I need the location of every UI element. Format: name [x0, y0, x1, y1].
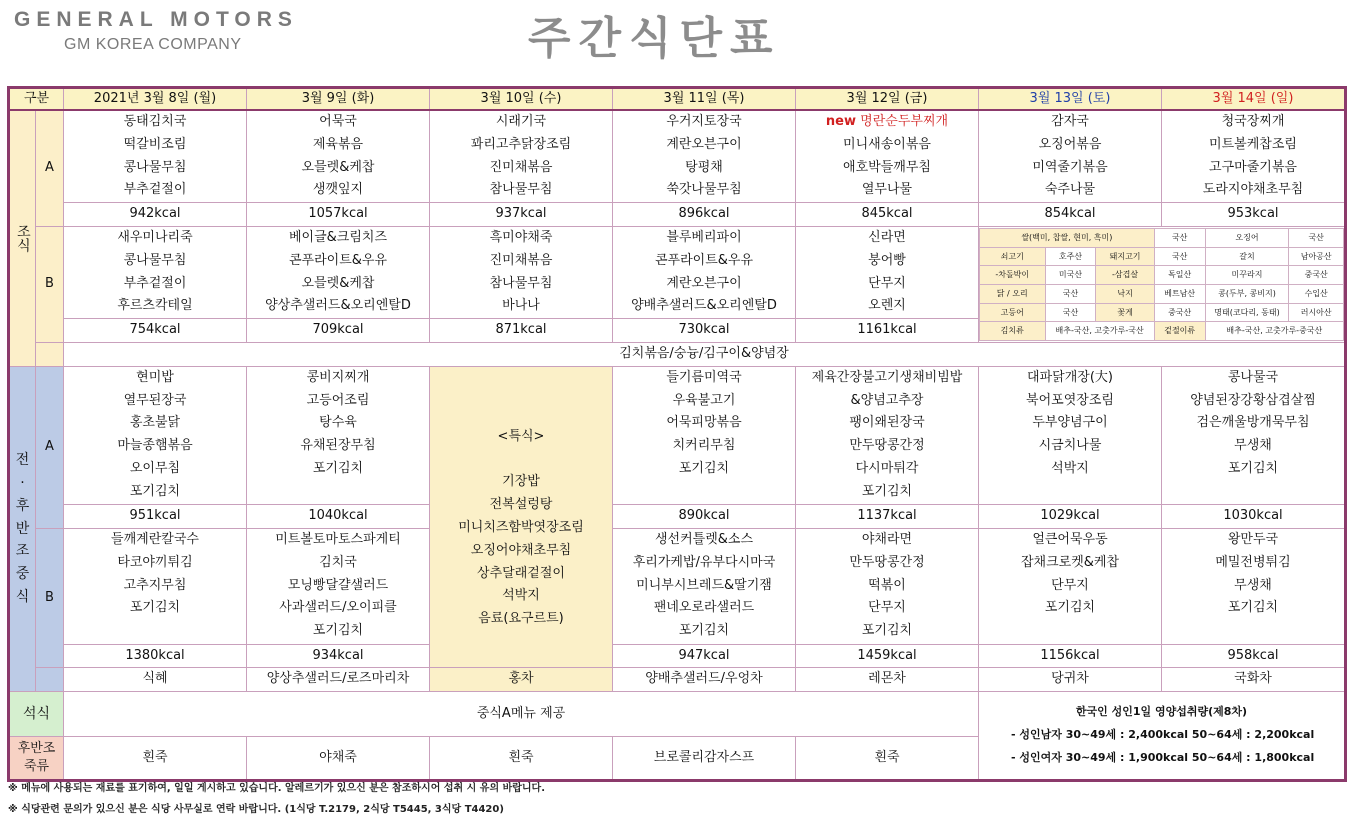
- special-menu-cell: <특식> 기장밥 전복설렁탕 미니치즈함박엿장조림 오징어야채초무침 상추달래겉절이 석박지 음료(요구르트): [430, 366, 613, 668]
- dinner-row: [9, 692, 1346, 737]
- drink-item: 국화차: [1162, 668, 1346, 692]
- menu-cell: 블루베리파이 콘푸라이트&우유 계란오븐구이 양배추샐러드&오리엔탈D: [613, 226, 796, 318]
- menu-cell: 미트볼토마토스파게티 김치국 모닝빵달걀샐러드 사과샐러드/오이피클 포기김치: [247, 528, 430, 644]
- drink-item: 홍차: [430, 668, 613, 692]
- gm-logo: [14, 8, 298, 54]
- day-header: 3월 10일 (수): [430, 88, 613, 111]
- menu-cell: 시래기국 꽈리고추닭장조림 진미채볶음 참나물무침: [430, 110, 613, 203]
- kcal-value: 730kcal: [613, 319, 796, 343]
- menu-cell: 청국장찌개 미트볼케찹조림 고구마줄기볶음 도라지야채초무침: [1162, 110, 1346, 203]
- day-header: 3월 11일 (목): [613, 88, 796, 111]
- kcal-value: 934kcal: [247, 644, 430, 668]
- menu-cell: 우거지토장국 계란오븐구이 탕평채 쑥갓나물무침: [613, 110, 796, 203]
- menu-cell: 왕만두국 메밀전병튀김 무생채 포기김치: [1162, 528, 1346, 644]
- lunch-b-kcal-row: [9, 644, 1346, 668]
- nutrition-info: 한국인 성인1일 영양섭취량(제8차) - 성인남자 30~49세 : 2,400kcal 50~64세 : 2,200kcal - 성인여자 30~49세 : 1,900kcal 50~64세 : 1,800kcal: [979, 692, 1346, 781]
- porridge-label: 후반조 죽류: [9, 737, 64, 781]
- breakfast-common-row: [9, 342, 1346, 366]
- kcal-value: 1137kcal: [796, 504, 979, 528]
- drink-item: 레몬차: [796, 668, 979, 692]
- kcal-value: 709kcal: [247, 319, 430, 343]
- footnote-contact: ※ 식당관련 문의가 있으신 분은 식당 사무실로 연락 바랍니다. (1식당 T.2179, 2식당 T5445, 3식당 T4420): [8, 804, 504, 815]
- day-header: 2021년 3월 8일 (월): [64, 88, 247, 111]
- menu-cell: 들기름미역국 우육불고기 어묵피망볶음 치커리무침 포기김치: [613, 366, 796, 504]
- kcal-value: 951kcal: [64, 504, 247, 528]
- kcal-value: 937kcal: [430, 203, 613, 227]
- breakfast-common: 김치볶음/숭늉/김구이&양념장: [64, 342, 1346, 366]
- logo-line2: GM KOREA COMPANY: [64, 36, 242, 53]
- breakfast-a-kcal-row: [9, 203, 1346, 227]
- kcal-value: 1156kcal: [979, 644, 1162, 668]
- new-badge: new: [825, 114, 857, 129]
- day-header-saturday: 3월 13일 (토): [979, 88, 1162, 111]
- menu-cell: 생선커틀렛&소스 후리가케밥/유부다시마국 미니부시브레드&딸기잼 팬네오로라샐러드 포기김치: [613, 528, 796, 644]
- menu-cell: 대파닭개장(大) 북어포엿장조림 두부양념구이 시금치나물 석박지: [979, 366, 1162, 504]
- breakfast-a-row: [9, 110, 1346, 203]
- col-label: 구분: [9, 88, 64, 111]
- menu-cell: 감자국 오징어볶음 미역줄기볶음 숙주나물: [979, 110, 1162, 203]
- drink-item: 당귀차: [979, 668, 1162, 692]
- menu-cell: 들깨계란칼국수 타코야끼튀김 고추지무침 포기김치: [64, 528, 247, 644]
- menu-cell: 얼큰어묵우동 잡채크로켓&케찹 단무지 포기김치: [979, 528, 1162, 644]
- set-b-label: B: [36, 528, 64, 668]
- dinner-label: 석식: [9, 692, 64, 737]
- set-a-label: A: [36, 366, 64, 528]
- lunch-a-kcal-row: [9, 504, 1346, 528]
- kcal-value: 754kcal: [64, 319, 247, 343]
- dinner-menu: 중식A메뉴 제공: [64, 692, 979, 737]
- footnote-allergy: ※ 메뉴에 사용되는 재료를 표기하여, 일일 게시하고 있습니다. 알레르기가 있으신 분은 참조하시어 섭취 시 유의 바랍니다.: [8, 783, 546, 794]
- menu-cell: 동태김치국 떡갈비조림 콩나물무침 부추겉절이: [64, 110, 247, 203]
- kcal-value: 1040kcal: [247, 504, 430, 528]
- day-header: 3월 12일 (금): [796, 88, 979, 111]
- porridge-item: 흰죽: [64, 737, 247, 781]
- kcal-value: 1459kcal: [796, 644, 979, 668]
- drink-item: 양배추샐러드/우엉차: [613, 668, 796, 692]
- kcal-value: 942kcal: [64, 203, 247, 227]
- lunch-a-row: [9, 366, 1346, 504]
- kcal-value: 871kcal: [430, 319, 613, 343]
- menu-cell: 제육간장불고기생채비빔밥 &양념고추장 팽이왜된장국 만두땅콩간정 다시마튀각 포기김치: [796, 366, 979, 504]
- breakfast-label: 조식: [9, 110, 36, 366]
- logo-line1: GENERAL MOTORS: [14, 8, 298, 31]
- porridge-item: 브로콜리감자스프: [613, 737, 796, 781]
- kcal-value: 845kcal: [796, 203, 979, 227]
- kcal-value: 947kcal: [613, 644, 796, 668]
- kcal-value: 1380kcal: [64, 644, 247, 668]
- day-header-sunday: 3월 14일 (일): [1162, 88, 1346, 111]
- menu-cell: 흑미야채죽 진미채볶음 참나물무침 바나나: [430, 226, 613, 318]
- breakfast-b-row: [9, 226, 1346, 318]
- kcal-value: 958kcal: [1162, 644, 1346, 668]
- menu-cell: 베이글&크림치즈 콘푸라이트&우유 오믈렛&케찹 양상추샐러드&오리엔탈D: [247, 226, 430, 318]
- day-header: 3월 9일 (화): [247, 88, 430, 111]
- drink-item: 식혜: [64, 668, 247, 692]
- kcal-value: 1161kcal: [796, 319, 979, 343]
- kcal-value: 896kcal: [613, 203, 796, 227]
- menu-cell: 신라면 붕어빵 단무지 오렌지: [796, 226, 979, 318]
- weekly-menu-table: [7, 86, 1347, 782]
- kcal-value: 890kcal: [613, 504, 796, 528]
- drink-item: 양상추샐러드/로즈마리차: [247, 668, 430, 692]
- kcal-value: 953kcal: [1162, 203, 1346, 227]
- menu-cell: 어묵국 제육볶음 오믈렛&케찹 생깻잎지: [247, 110, 430, 203]
- set-a-label: A: [36, 110, 64, 226]
- menu-cell: 새우미나리죽 콩나물무침 부추겉절이 후르츠칵테일: [64, 226, 247, 318]
- menu-cell: 콩비지찌개 고등어조림 탕수육 유채된장무침 포기김치: [247, 366, 430, 504]
- kcal-value: 1057kcal: [247, 203, 430, 227]
- header-row: [9, 88, 1346, 111]
- lunch-extra-row: [9, 668, 1346, 692]
- page-title: 주간식단표: [528, 13, 781, 64]
- origin-table-cell: [979, 226, 1346, 342]
- menu-cell: 현미밥 열무된장국 홍초불닭 마늘종햄볶음 오이무침 포기김치: [64, 366, 247, 504]
- kcal-value: 1030kcal: [1162, 504, 1346, 528]
- menu-cell: 야채라면 만두땅콩간정 떡볶이 단무지 포기김치: [796, 528, 979, 644]
- porridge-item: 흰죽: [430, 737, 613, 781]
- menu-cell: 콩나물국 양념된장강황삼겹살찜 검은깨울방개묵무침 무생채 포기김치: [1162, 366, 1346, 504]
- porridge-item: 흰죽: [796, 737, 979, 781]
- menu-cell: new 명란순두부찌개 미니새송이볶음 애호박들깨무침 열무나물: [796, 110, 979, 203]
- porridge-item: 야채죽: [247, 737, 430, 781]
- kcal-value: 854kcal: [979, 203, 1162, 227]
- origin-table: 쌀(백미, 찹쌀, 현미, 흑미) 국산 오징어 국산 쇠고기 호주산 돼지고기 국산 갈치 남아공산 -차돌박이 미국산 -삼겹살 독일산 미꾸라지 중국산 닭 / 오리 국산 낙지 베트남산 콩(두부, 콩비지) 수입산 고등어 국산 꽃게 중국산 명태(코다리, 동태) 러시아산 김치류 배추-국산, 고춧가루-국산 겉절이류 배추-국산, 고춧가루-중국산: [979, 228, 1344, 341]
- set-b-label: B: [36, 226, 64, 342]
- lunch-label: 전·후반조 중식: [9, 366, 36, 691]
- lunch-b-row: [9, 528, 1346, 644]
- kcal-value: 1029kcal: [979, 504, 1162, 528]
